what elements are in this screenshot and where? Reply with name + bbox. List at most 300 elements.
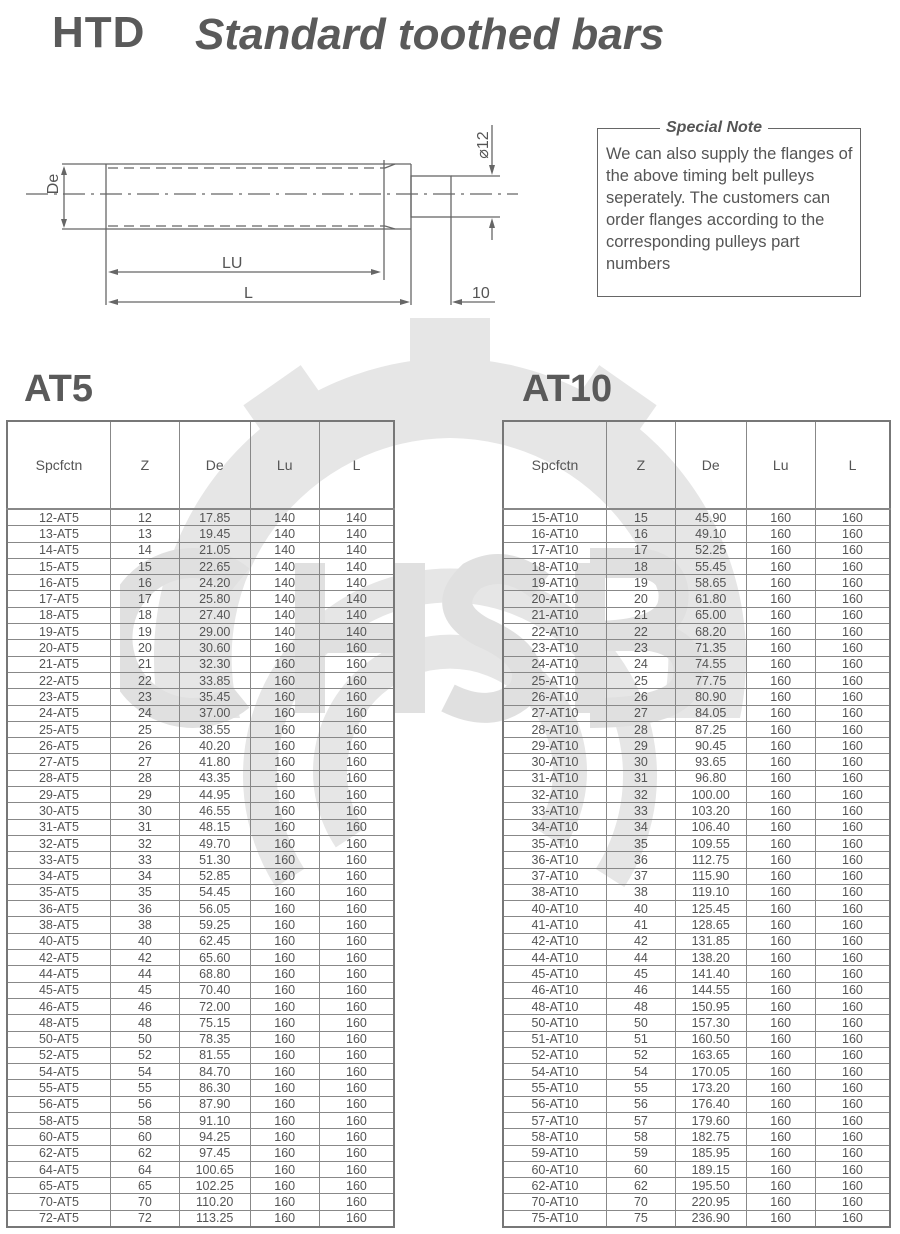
table-cell: 45 [110,982,179,998]
table-cell: 12-AT5 [7,509,110,526]
table-cell: 160 [746,835,815,851]
table-row [7,591,394,607]
table-cell: 54 [606,1064,675,1080]
table-row [7,721,394,737]
table-cell: 26-AT5 [7,738,110,754]
table-cell: 160 [815,1210,890,1227]
table-row [503,624,890,640]
table-cell: 16 [110,575,179,591]
table-cell: 20 [606,591,675,607]
table-row [503,754,890,770]
table-row [503,1178,890,1194]
table-cell: 38-AT5 [7,917,110,933]
table-row [7,689,394,705]
table-cell: 160 [250,998,319,1014]
table-cell: 59 [606,1145,675,1161]
table-cell: 160.50 [675,1031,746,1047]
column-header: Lu [250,421,319,509]
table-cell: 160 [815,1161,890,1177]
table-cell: 13-AT5 [7,526,110,542]
table-cell: 29.00 [179,624,250,640]
table-row [503,933,890,949]
table-cell: 160 [746,542,815,558]
table-cell: 160 [746,1080,815,1096]
table-cell: 160 [319,835,394,851]
table-cell: 160 [815,819,890,835]
table-cell: 48 [606,998,675,1014]
table-cell: 26-AT10 [503,689,606,705]
table-cell: 182.75 [675,1129,746,1145]
table-cell: 34-AT5 [7,868,110,884]
table-cell: 160 [746,640,815,656]
table-cell: 160 [815,1096,890,1112]
table-cell: 100.00 [675,787,746,803]
table-cell: 160 [746,852,815,868]
table-cell: 160 [319,754,394,770]
table-cell: 35 [110,884,179,900]
table-cell: 106.40 [675,819,746,835]
table-cell: 160 [250,1064,319,1080]
table-row [503,607,890,623]
at5-table [6,420,395,1228]
table-cell: 160 [746,591,815,607]
table-cell: 160 [815,933,890,949]
table-cell: 140 [250,591,319,607]
table-row [7,868,394,884]
table-cell: 160 [746,672,815,688]
table-cell: 160 [250,982,319,998]
table-cell: 160 [319,901,394,917]
table-row [7,542,394,558]
table-cell: 75-AT10 [503,1210,606,1227]
table-cell: 50-AT5 [7,1031,110,1047]
table-cell: 17-AT10 [503,542,606,558]
table-cell: 38 [606,884,675,900]
table-cell: 50-AT10 [503,1015,606,1031]
table-cell: 51-AT10 [503,1031,606,1047]
table-row [7,901,394,917]
table-cell: 44 [110,966,179,982]
table-cell: 160 [815,558,890,574]
table-row [503,1015,890,1031]
table-cell: 160 [746,1031,815,1047]
table-cell: 109.55 [675,835,746,851]
table-cell: 160 [746,1015,815,1031]
table-cell: 160 [815,917,890,933]
table-cell: 160 [319,868,394,884]
table-cell: 160 [319,950,394,966]
table-cell: 12 [110,509,179,526]
table-cell: 160 [250,950,319,966]
table-cell: 90.45 [675,738,746,754]
table-cell: 30-AT5 [7,803,110,819]
table-cell: 160 [815,1194,890,1210]
table-cell: 43.35 [179,770,250,786]
table-cell: 160 [250,672,319,688]
table-cell: 30 [606,754,675,770]
table-cell: 160 [746,509,815,526]
table-cell: 24 [110,705,179,721]
table-cell: 160 [746,558,815,574]
table-cell: 34-AT10 [503,819,606,835]
table-row [7,1129,394,1145]
table-cell: 160 [319,852,394,868]
table-cell: 40 [110,933,179,949]
de-label: De [45,173,62,195]
table-cell: 27-AT5 [7,754,110,770]
table-row [503,770,890,786]
table-cell: 75.15 [179,1015,250,1031]
table-cell: 19 [110,624,179,640]
table-row [7,509,394,526]
table-cell: 70.40 [179,982,250,998]
table-row [503,705,890,721]
table-cell: 34 [110,868,179,884]
table-cell: 160 [250,689,319,705]
table-row [503,835,890,851]
table-cell: 51 [606,1031,675,1047]
table-row [503,901,890,917]
table-cell: 220.95 [675,1194,746,1210]
table-cell: 160 [815,1145,890,1161]
table-cell: 65 [110,1178,179,1194]
table-cell: 28 [606,721,675,737]
table-cell: 52-AT10 [503,1047,606,1063]
table-cell: 55 [110,1080,179,1096]
table-row [7,1064,394,1080]
table-cell: 160 [319,656,394,672]
table-cell: 140 [319,526,394,542]
table-cell: 160 [319,1178,394,1194]
table-cell: 17 [606,542,675,558]
table-cell: 17 [110,591,179,607]
table-cell: 30.60 [179,640,250,656]
table-cell: 37 [606,868,675,884]
table-cell: 70-AT10 [503,1194,606,1210]
table-row [7,770,394,786]
table-cell: 41 [606,917,675,933]
table-cell: 160 [319,640,394,656]
table-cell: 160 [815,607,890,623]
table-cell: 160 [746,575,815,591]
table-cell: 189.15 [675,1161,746,1177]
column-header: L [319,421,394,509]
table-cell: 160 [250,640,319,656]
table-cell: 42-AT10 [503,933,606,949]
table-cell: 40-AT10 [503,901,606,917]
table-row [7,1178,394,1194]
table-cell: 160 [815,624,890,640]
table-cell: 160 [250,803,319,819]
table-cell: 72 [110,1210,179,1227]
table-cell: 160 [250,884,319,900]
table-cell: 37-AT10 [503,868,606,884]
table-row [7,754,394,770]
table-cell: 20-AT10 [503,591,606,607]
table-cell: 160 [250,738,319,754]
table-cell: 160 [250,933,319,949]
table-cell: 78.35 [179,1031,250,1047]
table-cell: 176.40 [675,1096,746,1112]
table-cell: 160 [815,852,890,868]
table-row [503,721,890,737]
table-cell: 41.80 [179,754,250,770]
table-cell: 160 [250,917,319,933]
at10-section-title: AT10 [522,368,613,410]
table-cell: 60 [606,1161,675,1177]
table-cell: 160 [746,966,815,982]
table-cell: 19-AT5 [7,624,110,640]
table-cell: 160 [815,982,890,998]
table-cell: 16 [606,526,675,542]
table-row [7,1161,394,1177]
table-cell: 46-AT10 [503,982,606,998]
table-cell: 36-AT10 [503,852,606,868]
table-cell: 160 [250,1210,319,1227]
table-cell: 19-AT10 [503,575,606,591]
table-cell: 150.95 [675,998,746,1014]
table-row [7,998,394,1014]
table-cell: 160 [815,705,890,721]
table-cell: 38.55 [179,721,250,737]
special-note-body: We can also supply the flanges of the above timing belt pulleys seperately. The customers can order flanges according to the corresponding pulleys part numbers [606,145,853,273]
table-cell: 157.30 [675,1015,746,1031]
table-cell: 160 [319,672,394,688]
table-cell: 160 [319,803,394,819]
table-cell: 160 [746,787,815,803]
table-cell: 185.95 [675,1145,746,1161]
column-header: Spcfctn [503,421,606,509]
table-cell: 57 [606,1112,675,1128]
table-cell: 25 [606,672,675,688]
table-row [7,1015,394,1031]
table-cell: 160 [746,868,815,884]
table-row [503,1031,890,1047]
table-row [7,672,394,688]
table-row [503,950,890,966]
table-row [7,705,394,721]
table-cell: 33 [110,852,179,868]
at10-table [502,420,891,1228]
table-cell: 84.70 [179,1064,250,1080]
table-cell: 28 [110,770,179,786]
table-row [7,656,394,672]
table-cell: 160 [319,1096,394,1112]
table-cell: 52 [606,1047,675,1063]
table-cell: 160 [250,1194,319,1210]
table-row [7,884,394,900]
table-row [7,558,394,574]
table-cell: 30 [110,803,179,819]
table-row [7,607,394,623]
table-row [7,1047,394,1063]
table-cell: 160 [815,966,890,982]
table-cell: 160 [319,705,394,721]
special-note-box [597,119,861,297]
table-cell: 87.90 [179,1096,250,1112]
table-cell: 160 [250,1080,319,1096]
table-cell: 25 [110,721,179,737]
table-row [503,526,890,542]
table-cell: 160 [746,526,815,542]
table-cell: 103.20 [675,803,746,819]
table-cell: 13 [110,526,179,542]
table-cell: 160 [319,1112,394,1128]
table-cell: 15-AT10 [503,509,606,526]
table-row [503,558,890,574]
table-cell: 160 [250,868,319,884]
table-cell: 24 [606,656,675,672]
table-row [7,575,394,591]
table-cell: 14-AT5 [7,542,110,558]
table-row [503,640,890,656]
table-row [503,1129,890,1145]
table-cell: 97.45 [179,1145,250,1161]
table-row [503,509,890,526]
table-cell: 49.70 [179,835,250,851]
table-row [7,917,394,933]
table-cell: 65.60 [179,950,250,966]
table-cell: 84.05 [675,705,746,721]
table-cell: 62 [110,1145,179,1161]
table-cell: 16-AT5 [7,575,110,591]
table-cell: 18 [110,607,179,623]
table-cell: 57-AT10 [503,1112,606,1128]
table-cell: 42 [606,933,675,949]
table-row [7,819,394,835]
table-cell: 160 [746,754,815,770]
table-cell: 160 [250,1161,319,1177]
table-cell: 160 [746,1161,815,1177]
table-cell: 48-AT5 [7,1015,110,1031]
table-cell: 160 [746,770,815,786]
table-cell: 160 [746,624,815,640]
table-cell: 14 [110,542,179,558]
table-cell: 35-AT5 [7,884,110,900]
table-cell: 160 [815,738,890,754]
table-cell: 160 [746,950,815,966]
table-cell: 160 [250,754,319,770]
table-cell: 87.25 [675,721,746,737]
table-cell: 49.10 [675,526,746,542]
table-cell: 23-AT10 [503,640,606,656]
table-row [7,803,394,819]
table-cell: 68.20 [675,624,746,640]
table-cell: 140 [250,509,319,526]
table-cell: 173.20 [675,1080,746,1096]
column-header: De [675,421,746,509]
table-cell: 160 [746,803,815,819]
table-cell: 160 [746,1064,815,1080]
table-cell: 40 [606,901,675,917]
table-cell: 140 [250,526,319,542]
page-title: Standard toothed bars [195,10,665,59]
table-cell: 160 [746,1112,815,1128]
table-cell: 91.10 [179,1112,250,1128]
table-cell: 60-AT10 [503,1161,606,1177]
table-cell: 179.60 [675,1112,746,1128]
table-cell: 160 [250,1096,319,1112]
table-cell: 72.00 [179,998,250,1014]
table-cell: 144.55 [675,982,746,998]
table-cell: 52-AT5 [7,1047,110,1063]
table-cell: 26 [606,689,675,705]
table-cell: 62 [606,1178,675,1194]
table-cell: 160 [746,607,815,623]
table-cell: 112.75 [675,852,746,868]
table-cell: 140 [319,575,394,591]
table-cell: 51.30 [179,852,250,868]
table-cell: 60 [110,1129,179,1145]
table-cell: 55-AT10 [503,1080,606,1096]
table-cell: 70 [110,1194,179,1210]
table-cell: 46.55 [179,803,250,819]
table-cell: 16-AT10 [503,526,606,542]
table-row [503,1096,890,1112]
table-cell: 58 [110,1112,179,1128]
table-row [7,1080,394,1096]
table-cell: 25-AT5 [7,721,110,737]
table-row [7,640,394,656]
table-cell: 138.20 [675,950,746,966]
table-cell: 21.05 [179,542,250,558]
table-cell: 160 [319,998,394,1014]
table-row [7,526,394,542]
table-cell: 24-AT10 [503,656,606,672]
table-cell: 56 [110,1096,179,1112]
table-cell: 141.40 [675,966,746,982]
table-cell: 160 [319,1194,394,1210]
table-cell: 160 [815,542,890,558]
table-cell: 55 [606,1080,675,1096]
table-cell: 27-AT10 [503,705,606,721]
table-cell: 140 [319,591,394,607]
table-cell: 20-AT5 [7,640,110,656]
table-cell: 160 [319,738,394,754]
table-cell: 70-AT5 [7,1194,110,1210]
table-cell: 160 [250,1031,319,1047]
table-row [503,966,890,982]
table-cell: 160 [250,1112,319,1128]
table-cell: 160 [815,868,890,884]
table-cell: 160 [815,1064,890,1080]
table-cell: 236.90 [675,1210,746,1227]
table-cell: 18-AT5 [7,607,110,623]
table-cell: 160 [815,754,890,770]
table-row [503,819,890,835]
table-row [503,1161,890,1177]
table-cell: 32.30 [179,656,250,672]
table-cell: 52.85 [179,868,250,884]
table-cell: 160 [815,884,890,900]
table-cell: 64-AT5 [7,1161,110,1177]
table-cell: 45.90 [675,509,746,526]
table-cell: 36-AT5 [7,901,110,917]
table-cell: 68.80 [179,966,250,982]
table-cell: 44-AT5 [7,966,110,982]
table-row [503,542,890,558]
column-header: Z [606,421,675,509]
table-row [503,917,890,933]
table-cell: 160 [319,933,394,949]
table-cell: 50 [110,1031,179,1047]
table-cell: 54.45 [179,884,250,900]
table-cell: 17-AT5 [7,591,110,607]
column-header: De [179,421,250,509]
table-cell: 160 [746,982,815,998]
table-cell: 160 [250,1129,319,1145]
table-cell: 42 [110,950,179,966]
